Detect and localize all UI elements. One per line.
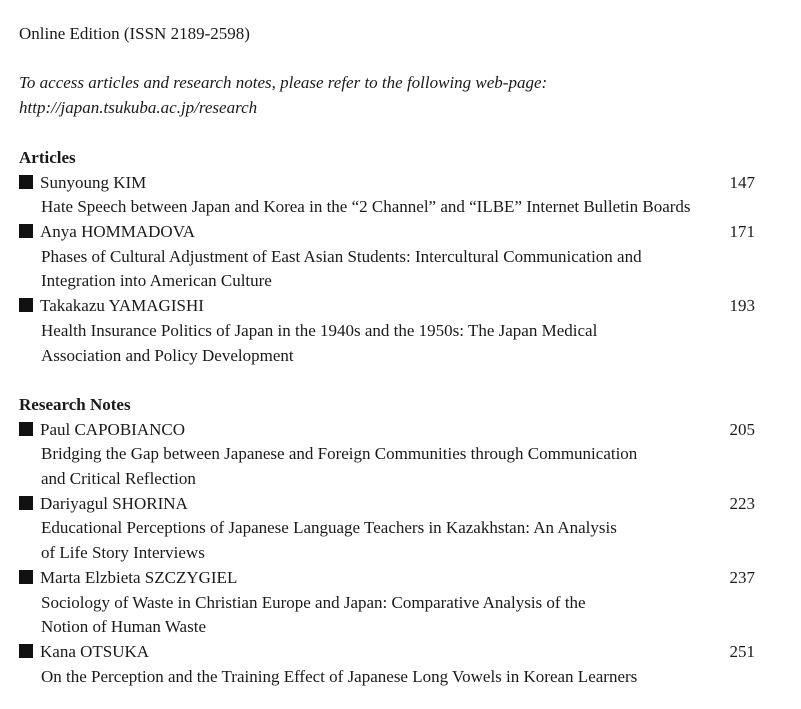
research-url: http://japan.tsukuba.ac.jp/research — [19, 97, 258, 117]
section-title-articles: Articles — [19, 148, 76, 167]
author-name: Paul CAPOBIANCO — [40, 419, 185, 439]
entry-title-line: of Life Story Interviews — [41, 543, 205, 563]
entry-title-line: Integration into American Culture — [41, 271, 272, 291]
toc-entry — [19, 220, 759, 294]
author-row — [19, 220, 759, 245]
author-name: Anya HOMMADOVA — [40, 222, 196, 242]
square-bullet-icon — [19, 570, 33, 584]
author-row — [19, 171, 759, 196]
toc-entry — [19, 171, 759, 220]
square-bullet-icon — [19, 298, 33, 312]
entry-title-line: and Critical Reflection — [41, 469, 196, 489]
page-number: 251 — [729, 641, 755, 661]
square-bullet-icon — [19, 644, 33, 658]
toc-entry — [19, 566, 759, 640]
square-bullet-icon — [19, 224, 33, 238]
entry-title-line: Notion of Human Waste — [41, 617, 206, 637]
author-row — [19, 418, 759, 443]
toc-entry — [19, 418, 759, 492]
entry-title-line: Educational Perceptions of Japanese Language Teachers in Kazakhstan: An Analysis — [41, 518, 617, 538]
section-title-research-notes: Research Notes — [19, 395, 131, 414]
square-bullet-icon — [19, 422, 33, 436]
page-number: 171 — [729, 222, 755, 242]
entry-title-line: Hate Speech between Japan and Korea in the “2 Channel” and “ILBE” Internet Bulletin Boards — [41, 197, 691, 217]
author-row — [19, 640, 759, 665]
page-number: 223 — [729, 493, 755, 513]
intro-text — [19, 71, 547, 120]
page-number: 193 — [729, 296, 755, 316]
page-number: 147 — [729, 172, 755, 192]
square-bullet-icon — [19, 496, 33, 510]
author-name: Sunyoung KIM — [40, 172, 147, 192]
toc-entry — [19, 294, 759, 368]
author-name: Marta Elzbieta SZCZYGIEL — [40, 567, 238, 587]
entry-title-line: Sociology of Waste in Christian Europe and Japan: Comparative Analysis of the — [41, 592, 586, 612]
square-bullet-icon — [19, 175, 33, 189]
research-notes-list — [19, 418, 759, 690]
research-notes-section — [19, 393, 759, 689]
author-name: Kana OTSUKA — [40, 641, 150, 661]
page-number: 205 — [729, 419, 755, 439]
entry-title-line: Health Insurance Politics of Japan in the 1940s and the 1950s: The Japan Medical — [41, 320, 598, 340]
entry-title-line: On the Perception and the Training Effect of Japanese Long Vowels in Korean Learners — [41, 666, 638, 686]
page-number: 237 — [729, 567, 755, 587]
author-row — [19, 492, 759, 517]
articles-section — [19, 146, 759, 368]
author-row — [19, 566, 759, 591]
author-name: Takakazu YAMAGISHI — [40, 296, 204, 316]
entry-title-line: Bridging the Gap between Japanese and Foreign Communities through Communication — [41, 444, 638, 464]
entry-title-line: Phases of Cultural Adjustment of East Asian Students: Intercultural Communication and — [41, 246, 642, 266]
author-row — [19, 294, 759, 319]
edition-line: Online Edition (ISSN 2189-2598) — [19, 24, 250, 43]
entry-title-line: Association and Policy Development — [41, 345, 294, 365]
author-name: Dariyagul SHORINA — [40, 493, 188, 513]
toc-entry — [19, 492, 759, 566]
toc-entry — [19, 640, 759, 689]
intro-line: To access articles and research notes, please refer to the following web-page: — [19, 73, 548, 92]
articles-list — [19, 171, 759, 369]
